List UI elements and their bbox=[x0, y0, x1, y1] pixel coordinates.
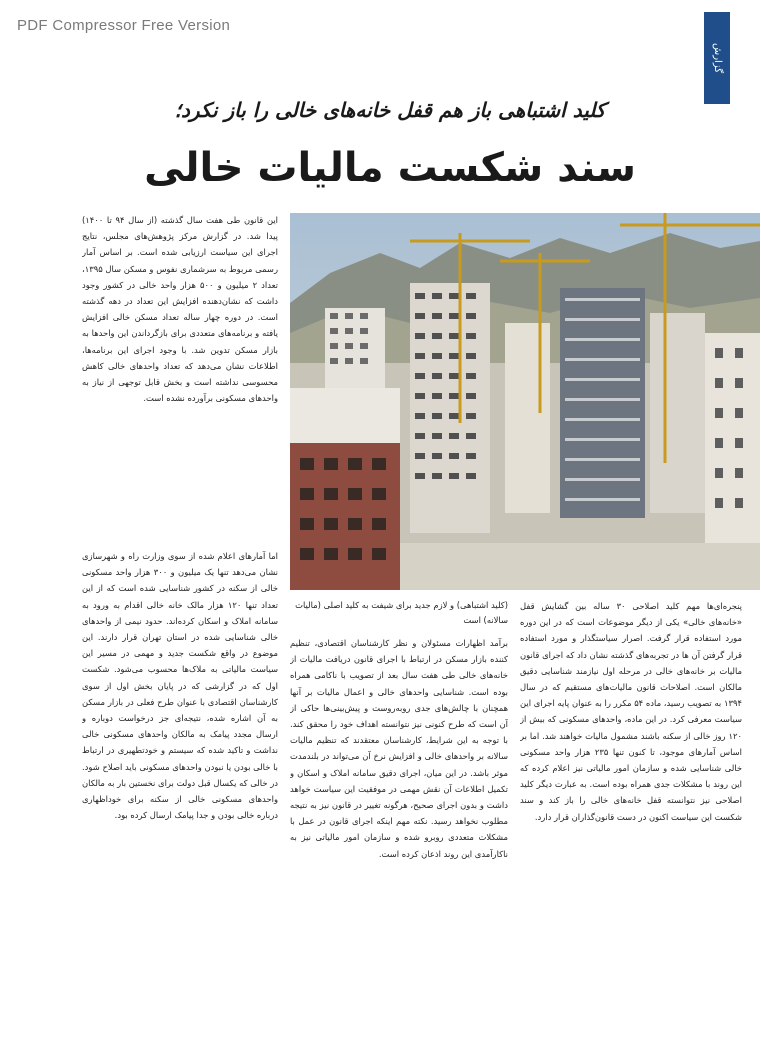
construction-illustration bbox=[290, 213, 760, 590]
construction-photo bbox=[290, 213, 760, 590]
body-paragraph: برآمد اظهارات مسئولان و نظر کارشناسان اقتصادی، تنظیم کننده بازار مسکن در ارتباط با اجرای قانون دریافت مالیات از خانه‌های خالی طی هفت سال بعد از تصویب با ناکامی همراه بوده است. شناسایی واحدهای خالی و اعمال مالیات بر آنها همچنان با چالش‌های جدی روبه‌روست و پیش‌بینی‌ها حاکی از آن است که طرح کنونی نیز نتوانسته اهداف خود را محقق کند. با توجه به این شرایط، کارشناسان معتقدند که تنظیم مالیات سالانه بر واحدهای خالی و افزایش نرخ آن می‌تواند در بلندمدت موثر باشد. در این میان، اجرای دقیق سامانه املاک و اسکان و تکمیل اطلاعات آن نقش مهمی در موفقیت این سیاست خواهد داشت و بدون اجرای صحیح، هرگونه تغییر در قانون نیز به نتیجه مطلوب نخواهد رسید. نکته مهم اینکه اجرای قانون در عمل با مشکلات متعددی روبرو شده و سازمان امور مالیاتی نیز به ناکارآمدی این روند اذعان کرده است. bbox=[290, 638, 508, 859]
body-column-middle bbox=[290, 635, 508, 968]
body-paragraph: اما آمارهای اعلام شده از سوی وزارت راه و شهرسازی نشان می‌دهد تنها یک میلیون و ۳۰۰ هزار واحد مسکونی خالی از سکنه در کشور شناسایی شده است که از این تعداد تنها ۱۲۰ هزار مالک خانه خالی اقدام به ورود به سامانه املاک و اسکان کرده‌اند. حدود نیمی از واحدهای خالی شناسایی شده در استان تهران قرار دارند. این موضوع در واقع شکست جدید و مهمی در مسیر این سیاست مالیاتی به ملاک‌ها محسوب می‌شود. شکست اول که در گزارشی که در پایان بخش اول از سوی کارشناسان اقتصادی با عنوان طرح فعلی در بازار مسکن به آن اشاره شده، نتیجه‌ای جز درخواست دوباره و ارسال مجدد پیامک به مالکان واحدهای مسکونی خالی نداشت و تاکید شده که سیستم و خودتطهیری در ارتباط با خالی بودن یا نبودن واحدهای مسکونی باید اصلاح شود. در خالی که یکسال قبل دولت برای نخستین بار به مالکان واحدهای مسکونی خالی از سکنه برای خوداظهاری درباره خالی بودن و جدا پیامک ارسال کرده بود. bbox=[82, 551, 278, 821]
body-paragraph: پنجره‌ای‌ها مهم کلید اصلاحی ۳۰ ساله بین گشایش قفل «خانه‌های خالی» یکی از دیگر موضوعات است که در این دوره مورد استفاده قرار گرفت. اصرار سیاستگذار و مورد استفاده قرار گرفتن آن ها در تجربه‌های گذشته نشان داد که اجرای قانون مالیات بر خانه‌های خالی در مرحله اول نیازمند شناسایی دقیق مالکان است. اصلاحات قانون مالیات‌های مستقیم که در سال ۱۳۹۴ به تصویب رسید، ماده ۵۴ مکرر را به عنوان پایه اجرای این سیاست معرفی کرد. در این ماده، واحدهای مسکونی که بیش از ۱۲۰ روز خالی از سکنه باشند مشمول مالیات خواهند شد. اما بر اساس آمارهای موجود، تا کنون تنها ۲۳۵ هزار واحد مسکونی خالی شناسایی شده و سازمان امور مالیاتی نیز اعلام کرده که این روند با مشکلات جدی همراه بوده است. به عبارت دیگر کلید اصلاحی نیز نتوانسته قفل خانه‌های خالی را باز کند و سند شکست این سیاست اکنون در دست قانون‌گذاران قرار دارد. bbox=[520, 601, 742, 822]
article-headline: سند شکست مالیات خالی bbox=[144, 145, 636, 191]
watermark-text: PDF Compressor Free Version bbox=[17, 17, 231, 34]
body-column-left-bottom bbox=[82, 548, 278, 968]
section-tab: گزارش bbox=[704, 12, 730, 104]
body-column-left-top bbox=[82, 212, 278, 542]
body-column-right bbox=[520, 598, 742, 968]
photo-caption: (کلید اشتباهی) و لازم جدید برای شیفت به کلید اصلی (مالیات سالانه) است bbox=[295, 600, 508, 625]
body-paragraph: این قانون طی هفت سال گذشته (از سال ۹۴ تا ۱۴۰۰) پیدا شد. در گزارش مرکز پژوهش‌های مجلس، نتایج اجرای این سیاست ارزیابی شده است. بر اساس آمار رسمی مربوط به سرشماری نفوس و مسکن سال ۱۳۹۵، تعداد ۲ میلیون و ۵۰۰ هزار واحد خالی در کشور وجود داشت که نشان‌دهنده افزایش این تعداد در دهه گذشته است. در دوره چهار ساله تعداد مسکن خالی افزایش یافته و برنامه‌های متعددی برای بازگرداندن این واحدها به بازار مسکن تدوین شد. با وجود اجرای این برنامه‌ها، اطلاعات نشان می‌دهد که تعداد واحدهای خالی کاهش محسوسی نداشته است و بخش قابل توجهی از نیاز به واحدهای مسکونی برآورده نشده است. bbox=[82, 215, 278, 404]
article-kicker: کلید اشتباهی باز هم قفل خانه‌های خالی را باز نکرد؛ bbox=[174, 98, 606, 122]
